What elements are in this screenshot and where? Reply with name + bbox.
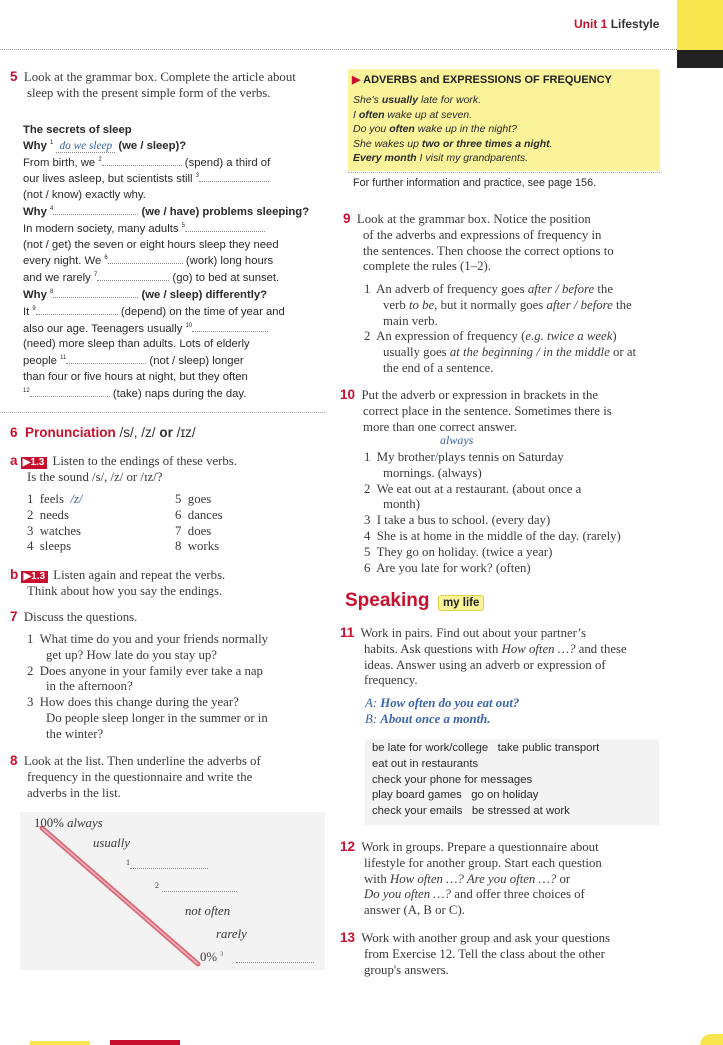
article-title: The secrets of sleep (23, 124, 132, 136)
ex10-item-3: 3 I take a bus to school. (every day) (364, 513, 551, 528)
article-line-4: (not / know) exactly why. (23, 189, 146, 202)
scale-not-often: not often (185, 904, 231, 918)
handwritten-always: always (440, 433, 474, 447)
ex7 (10, 609, 330, 626)
footer-red-bar (110, 1040, 180, 1045)
ex10-item-4: 4 She is at home in the middle of the day. (rarely) (364, 528, 621, 543)
ex6a-label: a (10, 453, 18, 468)
grammar-footnote[interactable]: For further information and practice, see page 156. (353, 177, 597, 189)
article-line-11: It $^9$ (depend) on the time of year and (23, 305, 285, 318)
article-line-5: Why $^4$ (we / have) problems sleeping? (23, 205, 310, 218)
ex11-number: 11 (340, 625, 355, 640)
pronunciation-title: Pronunciation (25, 425, 116, 440)
verb-7: 7 does (175, 523, 212, 538)
header-bar (677, 0, 723, 50)
dialogue: A: How often do you eat out? B: About once a month. (365, 696, 520, 726)
article-line-12: also our age. Teenagers usually $^{10}$ (23, 321, 323, 338)
ex7-q1: 1 What time do you and your friends normally get up? How late do you stay up? (27, 632, 269, 662)
scale-rarely: rarely (216, 927, 247, 941)
ex6b (10, 567, 330, 600)
ex7-instr: Discuss the questions. (23, 610, 138, 624)
verb-8: 8 works (175, 539, 220, 554)
frequency-scale (20, 812, 325, 970)
article-line-13: (need) more sleep than adults. Lots of elderly (23, 338, 250, 351)
ex9: 9 Look at the grammar box. Notice the position of the adverbs and expressions of frequency in the sentences. Then choose the correct options to complete the rules (1–2). (343, 211, 614, 274)
ex10: 10 Put the adverb or expression in brackets in the correct place in the sentence. Sometimes there is more than one correct answer. (340, 387, 612, 434)
verb-6: 6 dances (175, 507, 223, 522)
ex6b-text2: Think about how you say the endings. (27, 583, 223, 598)
verb-4: 4 sleeps (27, 539, 72, 554)
ex8-instr-1: Look at the list. Then underline the adverbs of (23, 754, 261, 768)
article-line-16: $^{12}$ (take) naps during the day. (23, 387, 247, 400)
speaking-heading (345, 590, 484, 612)
ex10-item-5: 5 They go on holiday. (twice a year) (364, 544, 553, 559)
ex7-q2: 2 Does anyone in your family ever take a nap in the afternoon? (27, 663, 263, 694)
ex6-sound3: /ɪz/ (176, 425, 196, 440)
ex6-or: or (159, 425, 173, 440)
track-number-b: 1.3 (31, 571, 46, 582)
ex12-number: 12 (340, 839, 356, 854)
article-line-9: and we rarely $^7$ (go) to bed at sunset. (23, 272, 280, 285)
rule-1: 1 An adverb of frequency goes after / before the verb to be, but it normally goes after / before the main verb. (364, 282, 632, 328)
unit-number: Unit 1 (574, 17, 608, 31)
ex10-number: 10 (340, 387, 356, 402)
ex6-title (10, 425, 196, 440)
ex13: 13 Work with another group and ask your questions from Exercise 12. Tell the class about the other group's answers. (340, 930, 611, 977)
article-line-8: every night. We $^6$ (work) long hours (23, 255, 274, 268)
ex5-rule (0, 412, 325, 413)
ex6a (10, 453, 330, 486)
scale-blank-2[interactable] (162, 891, 237, 892)
ex6-sounds: /s/, /z/ (119, 425, 156, 440)
article (23, 123, 323, 403)
footer-yellow-dot (700, 1034, 723, 1045)
audio-track-button-b[interactable]: ▶1.3 (21, 571, 48, 583)
unit-label (574, 17, 659, 31)
scale-2: 2 (155, 881, 159, 890)
ex8-number: 8 (10, 753, 18, 768)
ex6a-text: Listen to the endings of these verbs. (52, 454, 237, 468)
article-line-15: than four or five hours at night, but they often (23, 370, 248, 383)
scale-1: 1 (126, 858, 130, 867)
ex6b-text: Listen again and repeat the verbs. (53, 568, 226, 582)
speaking-title: Speaking (345, 590, 430, 611)
ex5-instructions (10, 69, 340, 102)
scale-blank-3[interactable] (236, 962, 314, 963)
article-line-2: From birth, we $^2$ (spend) a third of (23, 156, 271, 169)
scale-blank-1[interactable] (130, 868, 208, 869)
ex9-rules (364, 282, 674, 377)
my-life-tag: my life (438, 595, 484, 611)
audio-track-button[interactable]: ▶1.3 (21, 457, 48, 469)
ex10-item-2: 2 We eat out at a restaurant. (about once a month) (364, 481, 582, 512)
ex5-number: 5 (10, 69, 18, 84)
ex13-number: 13 (340, 930, 356, 945)
scale-0: 0% $^3$ (200, 950, 224, 964)
grammar-examples: She's usually late for work. I often wake up at seven. Do you often wake up in the night? She wakes up two or three times a night. Every month I visit my grandparents. (353, 94, 553, 165)
track-number: 1.3 (30, 457, 45, 468)
ex5-instr-1: Look at the grammar box. Complete the article about (23, 70, 296, 84)
ex6-number: 6 (10, 425, 18, 440)
ex8-instr-3: adverbs in the list. (27, 785, 121, 800)
ex10-items (364, 450, 674, 576)
verb-5: 5 goes (175, 492, 212, 506)
ex8 (10, 753, 330, 801)
header-rule (0, 49, 677, 50)
article-line-7: (not / get) the seven or eight hours sleep they need (23, 238, 279, 251)
grammar-box (348, 69, 660, 196)
ex7-questions (27, 632, 327, 743)
ex5-instr-2: sleep with the present simple form of the verbs. (27, 85, 271, 100)
rule-2: 2 An expression of frequency (e.g. twice a week) usually goes at the beginning / in the middle or at the end of a sentence. (364, 329, 637, 375)
ex11: 11 Work in pairs. Find out about your partner’s habits. Ask questions with How often …? and these ideas. Answer using an adverb or expression of frequency. (340, 625, 627, 688)
ex6a-text2: Is the sound /s/, /z/ or /ɪz/? (27, 469, 163, 484)
article-line-3: our lives asleep, but scientists still $^3$ (23, 171, 323, 188)
ex10-item-1: 1 My brother/plays tennis on Saturday mornings. (always) (364, 450, 564, 480)
ex12: 12 Work in groups. Prepare a questionnaire about lifestyle for another group. Start each question with How often …? Are you often …? or Do you often …? and offer three choices of answer (A, B or C). (340, 839, 602, 918)
ideas-list: be late for work/college take public transport eat out in restaurants check your phone for messages play board games go on holiday check your emails be stressed at work (372, 742, 600, 818)
grammar-box-title: ▶ ADVERBS and EXPRESSIONS OF FREQUENCY (352, 74, 612, 86)
ex9-number: 9 (343, 211, 351, 226)
ex6b-label: b (10, 567, 19, 582)
scale-100: 100% always (34, 816, 103, 830)
article-line-14: people $^{11}$ (not / sleep) longer (23, 355, 244, 368)
scale-usually: usually (93, 836, 130, 850)
ex8-instr-2: frequency in the questionnaire and write the (27, 769, 253, 784)
ex7-q3: 3 How does this change during the year? Do people sleep longer in the summer or in the winter? (27, 695, 268, 741)
unit-title: Lifestyle (610, 17, 660, 31)
article-line-1: Why $^1$ do we sleep (we / sleep)? (23, 139, 187, 152)
verb-2: 2 needs (27, 507, 69, 522)
footer-yellow-bar (30, 1041, 90, 1045)
ex10-item-6: 6 Are you late for work? (often) (364, 560, 531, 575)
article-line-6: In modern society, many adults $^5$ (23, 221, 323, 238)
verb-1: 1 feels /z/ (27, 492, 83, 506)
verb-3: 3 watches (27, 523, 82, 538)
header-dark-tab (677, 50, 723, 68)
article-line-10: Why $^8$ (we / sleep) differently? (23, 288, 268, 301)
ex7-number: 7 (10, 609, 18, 624)
